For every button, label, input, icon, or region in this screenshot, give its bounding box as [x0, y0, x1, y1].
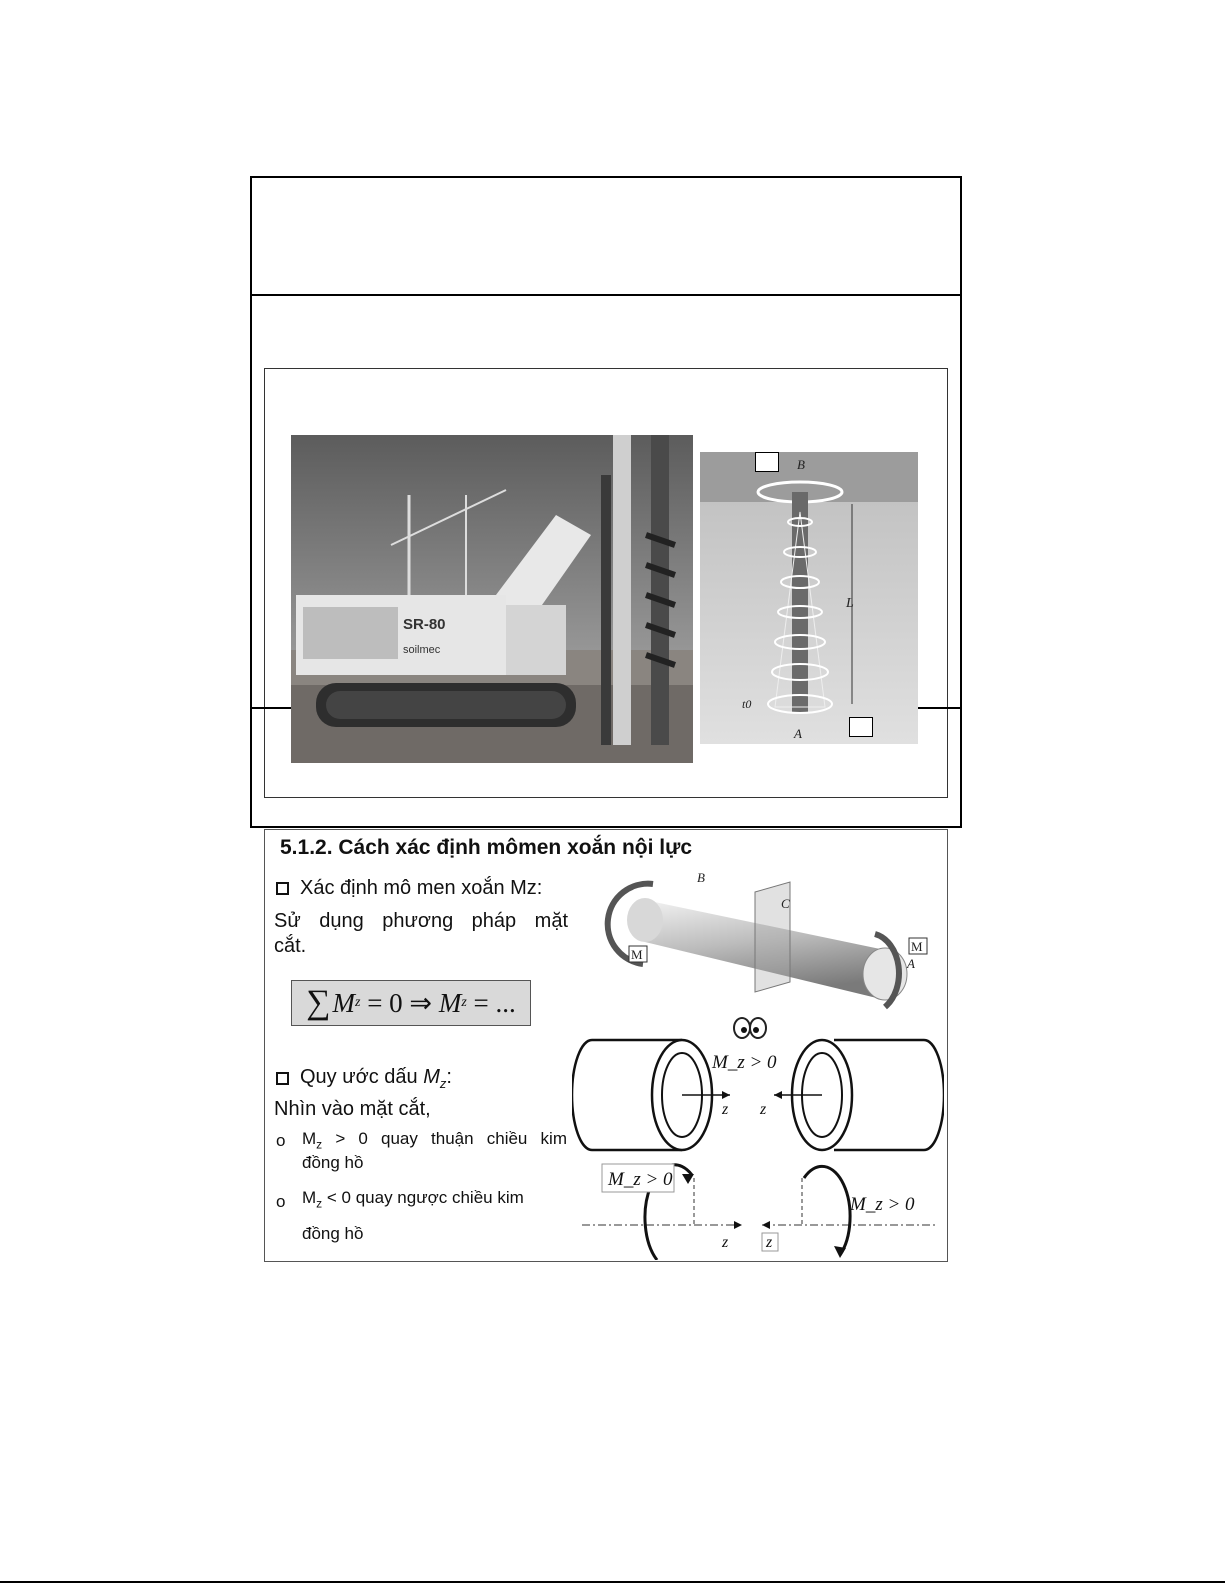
- side-line-left: [250, 707, 292, 709]
- shaft-label-c: C: [781, 896, 790, 911]
- pile-label-t0: t0: [742, 697, 752, 711]
- section-mz-right-label: M_z > 0: [850, 1194, 915, 1215]
- square-bullet-icon: [276, 882, 289, 895]
- page-bottom-rule: [0, 1581, 1225, 1583]
- pile-blank-box-bottom: [849, 717, 873, 737]
- bullet-mz-text: Xác định mô men xoắn Mz:: [300, 877, 543, 899]
- shaft-label-m-left: M: [631, 947, 643, 962]
- section-mz-left-label: M_z > 0: [608, 1169, 673, 1190]
- look-at-section-text: Nhìn vào mặt cắt,: [274, 1098, 431, 1120]
- side-line-right: [918, 707, 962, 709]
- square-bullet-icon-2: [276, 1072, 289, 1085]
- shaft-label-b: B: [697, 870, 705, 885]
- section-z-right: z: [760, 1101, 767, 1118]
- section-mz-label: M_z > 0: [712, 1052, 777, 1073]
- pile-label-l: L: [846, 596, 854, 611]
- negative-rule-text: $M_z < 0$ quay ngược chiều kim: [302, 1188, 524, 1211]
- section-z-left: z: [722, 1101, 729, 1118]
- negative-rule-text-2: đồng hồ: [302, 1224, 364, 1243]
- positive-rule-text: $M_z > 0$ quay thuận chiều kim: [302, 1129, 567, 1152]
- drilling-rig-photo: [291, 435, 693, 763]
- pile-label-a: A: [794, 726, 802, 741]
- machine-model-text: SR-80: [403, 616, 446, 633]
- shaft-label-m-right: M: [911, 939, 923, 954]
- sign-convention-text: Quy ước dấu $M_z$:: [300, 1066, 452, 1091]
- method-line-1: [274, 910, 568, 933]
- method-line-2: cắt.: [274, 935, 307, 957]
- cut-sections-figure: [572, 1010, 944, 1260]
- positive-rule-text-2: đồng hồ: [302, 1153, 364, 1172]
- method-line-1-text: Sử dụng phương pháp mặt: [274, 910, 568, 932]
- sub-bullet-marker-2: o: [276, 1192, 286, 1211]
- pile-soil-figure: [700, 452, 918, 744]
- section-z-bottom-left: z: [722, 1234, 729, 1251]
- section-heading: 5.1.2. Cách xác định mômen xoắn nội lực: [280, 836, 692, 859]
- equilibrium-formula: ∑ M z = 0 ⇒ M z = ...: [291, 980, 531, 1026]
- shaft-section-figure: [585, 862, 940, 1012]
- section-z-bottom-right: z: [766, 1234, 773, 1251]
- sub-bullet-marker-1: o: [276, 1131, 286, 1150]
- machine-brand-text: soilmec: [403, 644, 441, 656]
- pile-blank-box-top: [755, 452, 779, 472]
- shaft-label-a: A: [907, 956, 915, 971]
- slide-title-divider: [250, 294, 962, 296]
- pile-label-b: B: [797, 457, 805, 472]
